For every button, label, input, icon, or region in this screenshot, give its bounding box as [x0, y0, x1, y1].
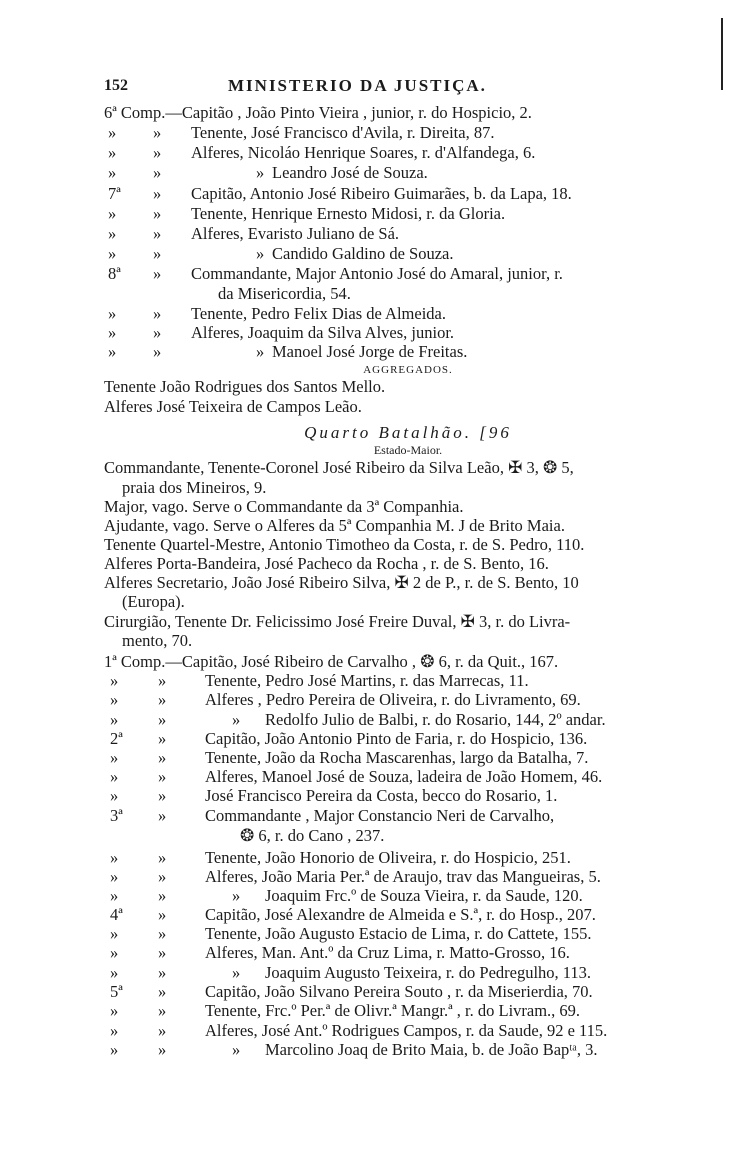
text-segment: 5, [557, 458, 574, 477]
ditto-mark: » [108, 224, 117, 243]
section-heading: AGGREGADOS. [363, 364, 453, 376]
text-line [0, 397, 736, 417]
entry-text: Tenente, João Honorio de Oliveira, r. do Hospicio, 251. [205, 848, 571, 867]
ditto-mark: » [158, 886, 167, 905]
entry-text: Leandro José de Souza. [272, 163, 428, 182]
entry-text: Tenente, Frc.º Per.ª de Olivr.ª Mangr.ª , r. do Livram., 69. [205, 1001, 581, 1020]
ditto-mark: » [108, 342, 117, 361]
text-line [0, 284, 736, 304]
text-line [0, 631, 736, 651]
text-line [0, 592, 736, 612]
entry-text [104, 652, 558, 672]
text-line [0, 963, 736, 983]
entry-text: Commandante, Major Antonio José do Amaral, junior, r. [191, 264, 563, 283]
text-line [0, 377, 736, 397]
ditto-mark: » [158, 729, 167, 748]
ditto-mark: » [153, 123, 162, 142]
cross-order-icon: ✠ [508, 458, 523, 477]
ditto-mark: » [110, 867, 119, 886]
cross-order-icon: ✠ [394, 573, 409, 592]
entry-text: Alferes Porta-Bandeira, José Pacheco da Rocha , r. de S. Bento, 16. [104, 554, 549, 573]
text-line [0, 224, 736, 244]
ditto-mark: » [110, 786, 119, 805]
entry-text: Alferes, João Maria Per.ª de Araujo, trav das Mangueiras, 5. [205, 867, 601, 886]
ditto-mark: » [153, 224, 162, 243]
entry-text: Alferes , Pedro Pereira de Oliveira, r. do Livramento, 69. [205, 690, 581, 709]
text-line [0, 690, 736, 710]
entry-text: Major, vago. Serve o Commandante da 3ª Companhia. [104, 497, 464, 516]
text-segment: Alferes Secretario, João José Ribeiro Silva, [104, 573, 395, 592]
text-line [0, 478, 736, 498]
text-line [0, 1021, 736, 1041]
entry-text: praia dos Mineiros, 9. [122, 478, 267, 497]
page-number: 152 [104, 77, 128, 94]
entry-text: Capitão, João Silvano Pereira Souto , r. da Miserierdia, 70. [205, 982, 593, 1001]
company-number: 4ª [110, 905, 123, 924]
ditto-mark: » [153, 244, 162, 263]
text-line [0, 163, 736, 183]
company-number: 5ª [110, 982, 123, 1001]
entry-text: Manoel José Jorge de Freitas. [272, 342, 468, 361]
ditto-mark: » [232, 963, 241, 982]
cross-order-icon: ✠ [460, 612, 475, 631]
text-line [0, 342, 736, 362]
text-line [0, 710, 736, 730]
medal-order-icon: ❂ [420, 652, 435, 671]
text-segment: Commandante, Tenente-Coronel José Ribeiro da Silva Leão, [104, 458, 509, 477]
text-line [0, 982, 736, 1002]
ditto-mark: » [110, 1001, 119, 1020]
ditto-mark: » [158, 748, 167, 767]
text-line [0, 671, 736, 691]
text-line [0, 573, 736, 593]
ditto-mark: » [110, 690, 119, 709]
entry-text: Alferes, Man. Ant.º da Cruz Lima, r. Matto-Grosso, 16. [205, 943, 570, 962]
ditto-mark: » [110, 848, 119, 867]
ditto-mark: » [158, 905, 167, 924]
entry-text [104, 612, 570, 632]
ditto-mark: » [158, 867, 167, 886]
text-line [0, 123, 736, 143]
text-line [0, 826, 736, 846]
text-segment: 1ª Comp.—Capitão, José Ribeiro de Carvalho , [104, 652, 421, 671]
text-line [0, 264, 736, 284]
ditto-mark: » [108, 244, 117, 263]
text-segment: Cirurgião, Tenente Dr. Felicissimo José Freire Duval, [104, 612, 461, 631]
medal-order-icon: ❂ [240, 826, 255, 845]
margin-rule [721, 18, 723, 90]
entry-text: Tenente, Henrique Ernesto Midosi, r. da Gloria. [191, 204, 506, 223]
ditto-mark: » [158, 806, 167, 825]
ditto-mark: » [153, 143, 162, 162]
ditto-mark: » [110, 671, 119, 690]
ditto-mark: » [153, 204, 162, 223]
entry-text: 6ª Comp.—Capitão , João Pinto Vieira , junior, r. do Hospicio, 2. [104, 103, 532, 122]
ditto-mark: » [153, 264, 162, 283]
text-line [0, 304, 736, 324]
text-line [0, 458, 736, 478]
entry-text: Tenente Quartel-Mestre, Antonio Timotheo da Costa, r. de S. Pedro, 110. [104, 535, 585, 554]
ditto-mark: » [158, 1040, 167, 1059]
entry-text: Alferes, Manoel José de Souza, ladeira de João Homem, 46. [205, 767, 603, 786]
text-line [0, 1040, 736, 1060]
ditto-mark: » [108, 163, 117, 182]
text-line [0, 905, 736, 925]
text-segment: 3, r. do Livra- [474, 612, 571, 631]
company-number: 2ª [110, 729, 123, 748]
ditto-mark: » [232, 886, 241, 905]
text-line [0, 886, 736, 906]
ditto-mark: » [110, 767, 119, 786]
ditto-mark: » [158, 943, 167, 962]
section-heading: Quarto Batalhão. [96 [304, 423, 512, 442]
ditto-mark: » [110, 748, 119, 767]
ditto-mark: » [108, 123, 117, 142]
ditto-mark: » [232, 1040, 241, 1059]
ditto-mark: » [256, 342, 265, 361]
entry-text: Alferes José Teixeira de Campos Leão. [104, 397, 362, 416]
ditto-mark: » [158, 710, 167, 729]
ditto-mark: » [110, 710, 119, 729]
text-line [0, 103, 736, 123]
text-line [0, 767, 736, 787]
ditto-mark: » [110, 943, 119, 962]
text-line [0, 612, 736, 632]
ditto-mark: » [232, 710, 241, 729]
text-line [0, 440, 736, 460]
entry-text: mento, 70. [122, 631, 193, 650]
entry-text: Capitão, João Antonio Pinto de Faria, r. do Hospicio, 136. [205, 729, 588, 748]
ditto-mark: » [110, 924, 119, 943]
ditto-mark: » [158, 671, 167, 690]
ditto-mark: » [110, 1021, 119, 1040]
ditto-mark: » [110, 1040, 119, 1059]
text-line [0, 867, 736, 887]
ditto-mark: » [158, 982, 167, 1001]
entry-text: Commandante , Major Constancio Neri de Carvalho, [205, 806, 555, 825]
entry-text: Alferes, Evaristo Juliano de Sá. [191, 224, 400, 243]
text-line [0, 652, 736, 672]
text-line [0, 924, 736, 944]
text-line [0, 729, 736, 749]
text-line [0, 323, 736, 343]
text-line [0, 943, 736, 963]
entry-text: Alferes, Nicoláo Henrique Soares, r. d'Alfandega, 6. [191, 143, 536, 162]
ditto-mark: » [158, 924, 167, 943]
entry-text: Tenente, Pedro José Martins, r. das Marrecas, 11. [205, 671, 529, 690]
entry-text: Tenente, José Francisco d'Avila, r. Direita, 87. [191, 123, 495, 142]
entry-text: (Europa). [122, 592, 185, 611]
entry-text: Capitão, José Alexandre de Almeida e S.ª, r. do Hosp., 207. [205, 905, 596, 924]
entry-text: Tenente, João Augusto Estacio de Lima, r. do Cattete, 155. [205, 924, 592, 943]
ditto-mark: » [158, 1001, 167, 1020]
text-segment: 6, r. do Cano , 237. [254, 826, 385, 845]
entry-text: Marcolino Joaq de Brito Maia, b. de João Bapᵗᵃ, 3. [265, 1040, 598, 1059]
ditto-mark: » [153, 323, 162, 342]
entry-text: Candido Galdino de Souza. [272, 244, 454, 263]
entry-text [104, 458, 574, 478]
text-line [0, 184, 736, 204]
ditto-mark: » [108, 323, 117, 342]
ditto-mark: » [158, 848, 167, 867]
entry-text: Alferes, Joaquim da Silva Alves, junior. [191, 323, 455, 342]
entry-text: Joaquim Frc.º de Souza Vieira, r. da Saude, 120. [265, 886, 583, 905]
text-line [0, 786, 736, 806]
ditto-mark: » [158, 786, 167, 805]
ditto-mark: » [256, 163, 265, 182]
ditto-mark: » [256, 244, 265, 263]
entry-text: Redolfo Julio de Balbi, r. do Rosario, 144, 2º andar. [265, 710, 606, 729]
text-line [0, 554, 736, 574]
entry-text: da Misericordia, 54. [218, 284, 351, 303]
text-line [0, 497, 736, 517]
text-line [0, 848, 736, 868]
ditto-mark: » [153, 184, 162, 203]
text-segment: 3, [522, 458, 543, 477]
ditto-mark: » [110, 886, 119, 905]
entry-text: Joaquim Augusto Teixeira, r. do Pedregulho, 113. [265, 963, 592, 982]
entry-text: Tenente, João da Rocha Mascarenhas, largo da Batalha, 7. [205, 748, 589, 767]
text-line [0, 143, 736, 163]
text-line [0, 244, 736, 264]
ditto-mark: » [158, 963, 167, 982]
medal-order-icon: ❂ [542, 458, 558, 477]
ditto-mark: » [158, 767, 167, 786]
entry-text [104, 573, 579, 593]
page-title: MINISTERIO DA JUSTIÇA. [228, 76, 487, 95]
entry-text: Alferes, José Ant.º Rodrigues Campos, r. da Saude, 92 e 115. [205, 1021, 608, 1040]
text-line [0, 1001, 736, 1021]
entry-text: Tenente João Rodrigues dos Santos Mello. [104, 377, 386, 396]
ditto-mark: » [158, 1021, 167, 1040]
text-line [0, 204, 736, 224]
ditto-mark: » [108, 143, 117, 162]
text-segment: 2 de P., r. de S. Bento, 10 [408, 573, 579, 592]
ditto-mark: » [153, 304, 162, 323]
entry-text: Ajudante, vago. Serve o Alferes da 5ª Companhia M. J de Brito Maia. [104, 516, 565, 535]
company-number: 8ª [108, 264, 121, 283]
text-segment: 6, r. da Quit., 167. [434, 652, 559, 671]
ditto-mark: » [153, 342, 162, 361]
entry-text: Capitão, Antonio José Ribeiro Guimarães, b. da Lapa, 18. [191, 184, 572, 203]
text-line [0, 806, 736, 826]
ditto-mark: » [108, 204, 117, 223]
section-heading: Estado-Maior. [373, 443, 443, 457]
text-line [0, 748, 736, 768]
company-number: 7ª [108, 184, 121, 203]
text-line [0, 535, 736, 555]
text-line [0, 516, 736, 536]
ditto-mark: » [158, 690, 167, 709]
entry-text: Tenente, Pedro Felix Dias de Almeida. [191, 304, 446, 323]
ditto-mark: » [110, 963, 119, 982]
entry-text: José Francisco Pereira da Costa, becco do Rosario, 1. [205, 786, 558, 805]
ditto-mark: » [108, 304, 117, 323]
company-number: 3ª [110, 806, 123, 825]
entry-text [240, 826, 384, 846]
ditto-mark: » [153, 163, 162, 182]
